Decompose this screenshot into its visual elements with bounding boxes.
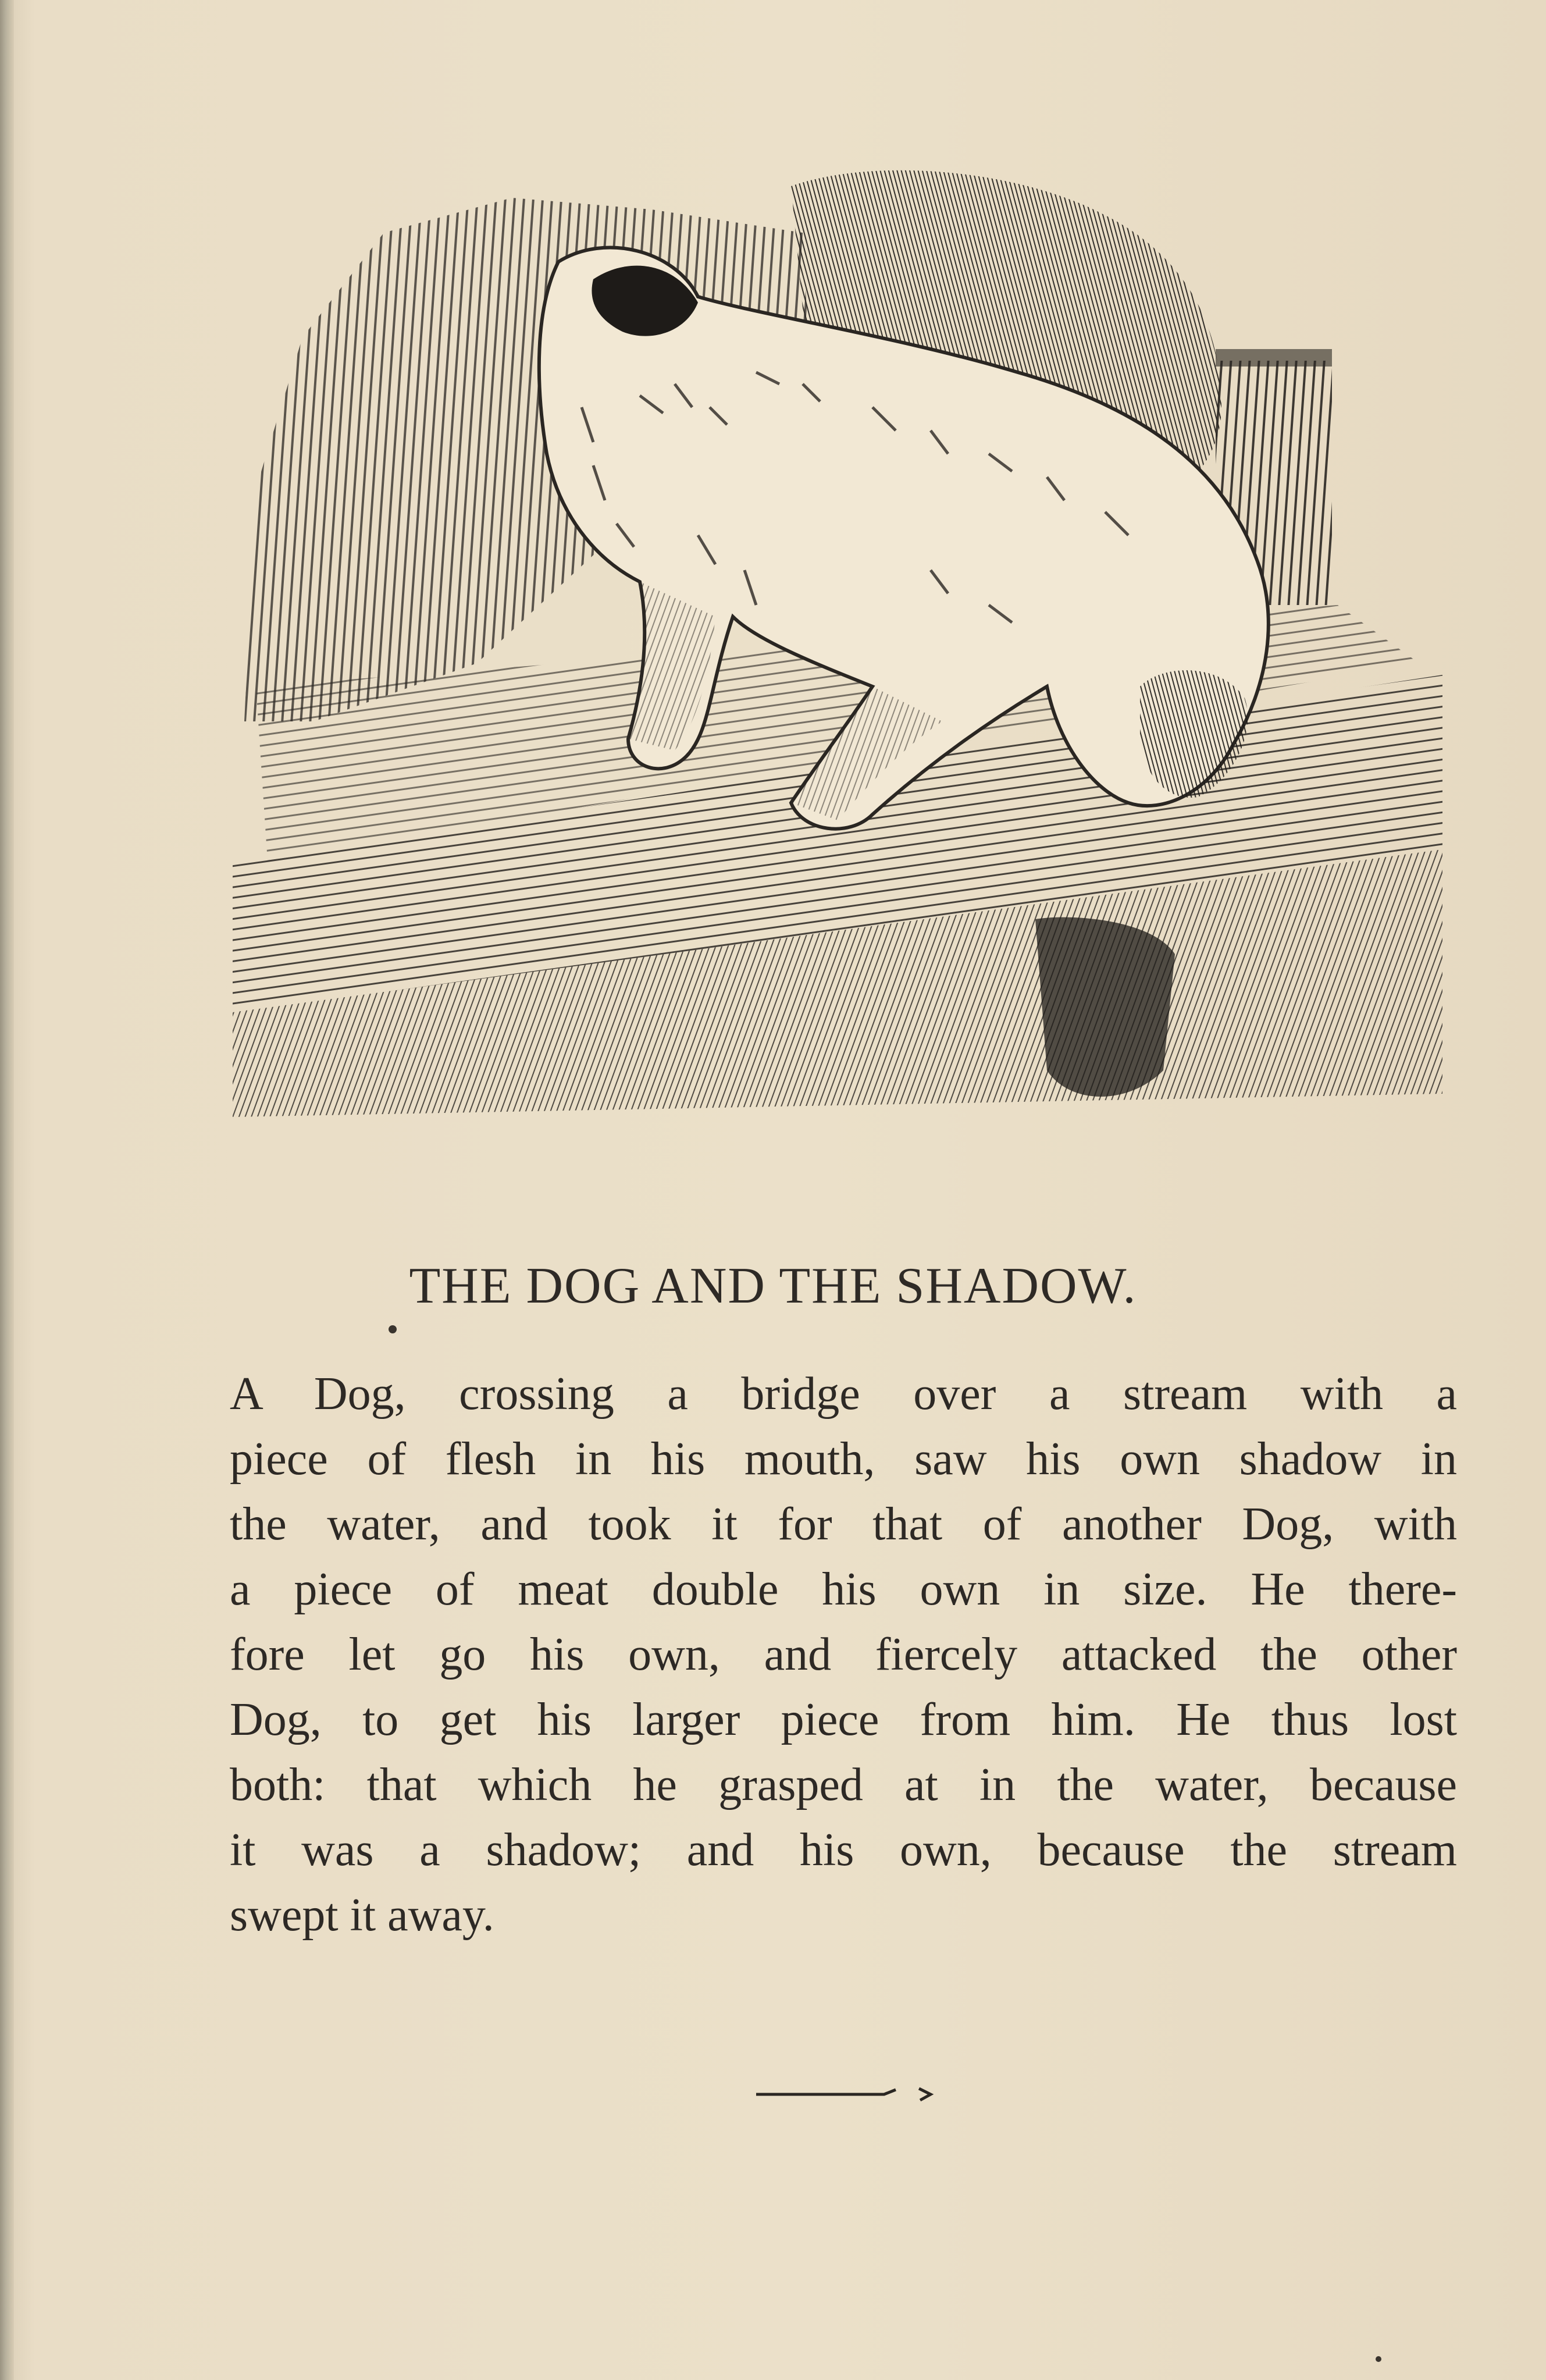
text-line: fore let go his own, and fiercely attacked the other [230,1629,1457,1680]
text-line: the water, and took it for that of another Dog, with [230,1499,1457,1550]
text-line: a piece of meat double his own in size. He there- [230,1564,1457,1615]
dog-engraving-illustration [233,163,1448,1140]
fable-text [230,1361,1457,1948]
text-line: it was a shadow; and his own, because the stream [230,1824,1457,1876]
text-line: Dog, to get his larger piece from him. He thus lost [230,1694,1457,1745]
print-speck [1376,2356,1381,2362]
print-speck [389,1325,397,1333]
text-line: both: that which he grasped at in the water, because [230,1759,1457,1810]
end-flourish-ornament [750,2077,942,2106]
text-line: A Dog, crossing a bridge over a stream with a [230,1368,1457,1420]
text-line: piece of flesh in his mouth, saw his own shadow in [230,1433,1457,1485]
text-line: swept it away. [230,1890,494,1941]
page-title: THE DOG AND THE SHADOW. [409,1258,1137,1314]
page-spine-edge [0,0,14,2380]
